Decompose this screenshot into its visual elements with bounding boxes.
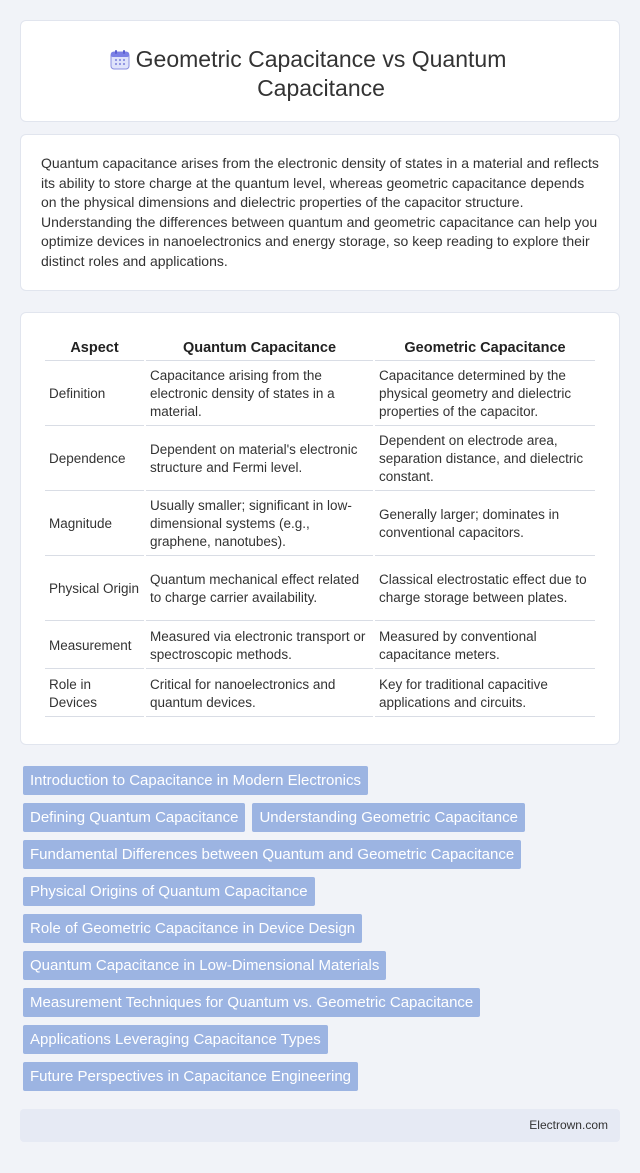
column-header-geometric: Geometric Capacitance	[375, 335, 595, 361]
table-cell-aspect: Magnitude	[45, 493, 144, 556]
link-row	[20, 914, 620, 943]
link-row	[20, 988, 620, 1017]
table-cell-quantum: Measured via electronic transport or spectroscopic methods.	[146, 623, 373, 669]
column-header-quantum: Quantum Capacitance	[146, 335, 373, 361]
link-row	[20, 766, 620, 795]
link-row	[20, 1025, 620, 1054]
intro-text: Quantum capacitance arises from the electronic density of states in a material and reflects its ability to store charge at the quantum level, whereas geometric capacitance depends on the physical dimensions and dielectric properties of the capacitor structure. Understanding the differences between quantum and geometric capacitance can help you optimize devices in nanoelectronics and energy storage, so keep reading to explore their distinct roles and applications.	[41, 155, 599, 269]
topic-link[interactable]: Quantum Capacitance in Low-Dimensional Materials	[23, 951, 386, 980]
table-cell-quantum: Dependent on material's electronic structure and Fermi level.	[146, 428, 373, 491]
comparison-table-card	[20, 312, 620, 745]
table-row	[45, 428, 595, 491]
topic-link[interactable]: Understanding Geometric Capacitance	[252, 803, 524, 832]
table-cell-aspect: Dependence	[45, 428, 144, 491]
table-cell-aspect: Physical Origin	[45, 558, 144, 621]
page-title: Geometric Capacitance vs Quantum Capacitance	[135, 46, 507, 101]
table-cell-quantum: Usually smaller; significant in low-dimensional systems (e.g., graphene, nanotubes).	[146, 493, 373, 556]
footer	[20, 1109, 620, 1142]
intro-card	[20, 134, 620, 291]
table-cell-aspect: Measurement	[45, 623, 144, 669]
table-cell-quantum: Capacitance arising from the electronic density of states in a material.	[146, 363, 373, 426]
table-row	[45, 558, 595, 621]
topic-link[interactable]: Future Perspectives in Capacitance Engineering	[23, 1062, 358, 1091]
link-row	[20, 877, 620, 906]
topic-links	[20, 766, 620, 1099]
table-cell-geometric: Key for traditional capacitive applications and circuits.	[375, 671, 595, 717]
link-row	[20, 951, 620, 980]
topic-link[interactable]: Role of Geometric Capacitance in Device Design	[23, 914, 362, 943]
table-cell-geometric: Dependent on electrode area, separation distance, and dielectric constant.	[375, 428, 595, 491]
footer-site-name: Electrown.com	[529, 1118, 608, 1132]
topic-link[interactable]: Applications Leveraging Capacitance Types	[23, 1025, 328, 1054]
column-header-aspect: Aspect	[45, 335, 144, 361]
header-card	[20, 20, 620, 122]
table-cell-geometric: Measured by conventional capacitance meters.	[375, 623, 595, 669]
table-header-row	[45, 335, 595, 361]
link-row	[20, 803, 620, 832]
table-cell-quantum: Quantum mechanical effect related to charge carrier availability.	[146, 558, 373, 621]
table-cell-aspect: Definition	[45, 363, 144, 426]
topic-link[interactable]: Measurement Techniques for Quantum vs. Geometric Capacitance	[23, 988, 480, 1017]
table-row	[45, 623, 595, 669]
table-cell-geometric: Generally larger; dominates in conventional capacitors.	[375, 493, 595, 556]
table-cell-aspect: Role in Devices	[45, 671, 144, 717]
table-cell-geometric: Classical electrostatic effect due to charge storage between plates.	[375, 558, 595, 621]
topic-link[interactable]: Defining Quantum Capacitance	[23, 803, 245, 832]
table-row	[45, 363, 595, 426]
topic-link[interactable]: Physical Origins of Quantum Capacitance	[23, 877, 315, 906]
table-row	[45, 493, 595, 556]
table-cell-quantum: Critical for nanoelectronics and quantum devices.	[146, 671, 373, 717]
link-row	[20, 840, 620, 869]
table-cell-geometric: Capacitance determined by the physical geometry and dielectric properties of the capacitor.	[375, 363, 595, 426]
comparison-table	[43, 333, 597, 719]
table-row	[45, 671, 595, 717]
topic-link[interactable]: Fundamental Differences between Quantum and Geometric Capacitance	[23, 840, 521, 869]
topic-link[interactable]: Introduction to Capacitance in Modern Electronics	[23, 766, 368, 795]
link-row	[20, 1062, 620, 1091]
